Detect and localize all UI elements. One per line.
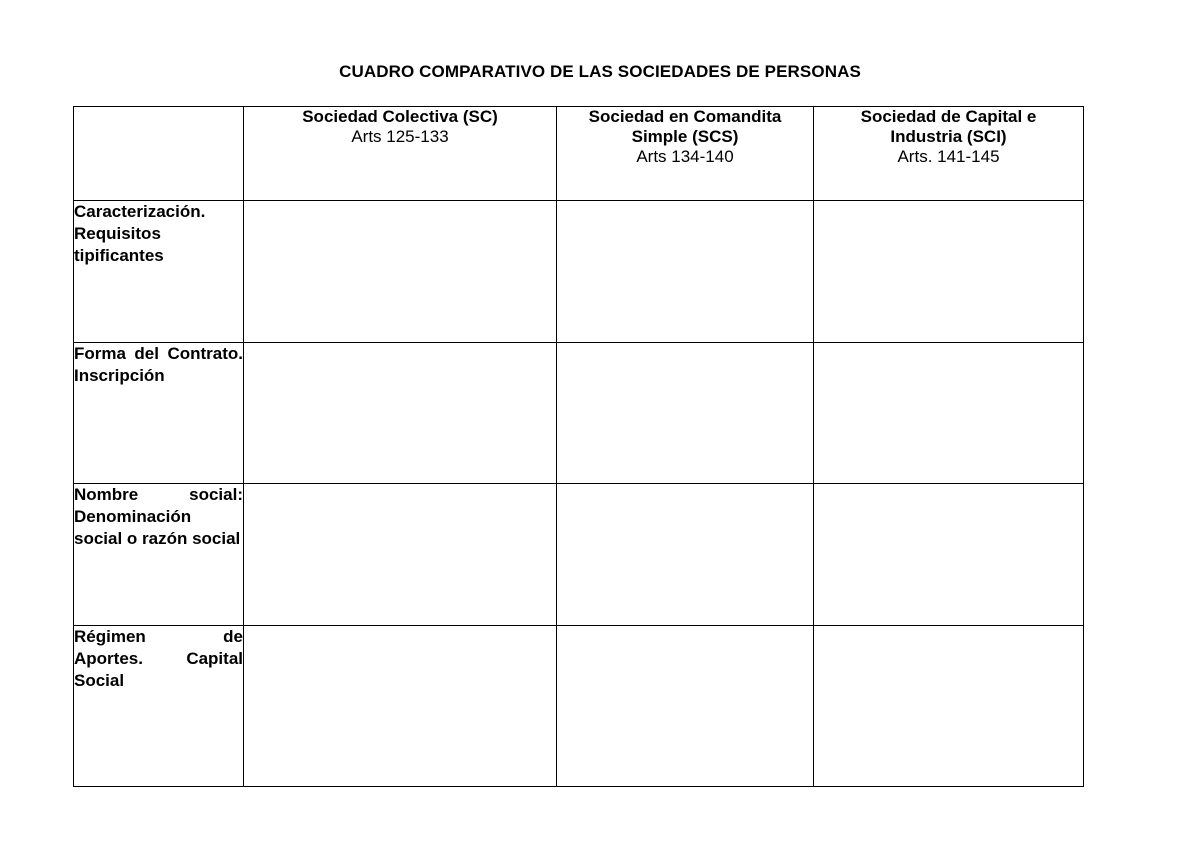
table-cell: [557, 626, 814, 787]
table-cell: [814, 343, 1084, 484]
document-title: CUADRO COMPARATIVO DE LAS SOCIEDADES DE PERSONAS: [339, 62, 861, 81]
table-cell: [557, 343, 814, 484]
column-header-name: Sociedad Colectiva (SC): [302, 107, 498, 126]
column-header-name: Sociedad en Comandita Simple (SCS): [588, 107, 782, 146]
column-header-arts: Arts 125-133: [351, 127, 449, 146]
column-header-name: Sociedad de Capital e Industria (SCI): [860, 107, 1037, 146]
table-cell: [244, 484, 557, 626]
table-row: [74, 201, 1084, 343]
table-row: [74, 626, 1084, 787]
column-header-sci: [814, 107, 1084, 201]
column-header-arts: Arts 134-140: [636, 147, 734, 166]
row-label-nombre-social: Nombre social: Denominación social o razón social: [74, 484, 244, 626]
comparison-table: [73, 106, 1084, 787]
table-cell: [814, 201, 1084, 343]
column-header-sc: [244, 107, 557, 201]
table-cell: [814, 484, 1084, 626]
table-cell: [557, 484, 814, 626]
corner-cell: [74, 107, 244, 201]
table-row: [74, 343, 1084, 484]
row-label-caracterizacion: Caracterización. Requisitos tipificantes: [74, 201, 244, 343]
table-cell: [244, 626, 557, 787]
table-row: [74, 484, 1084, 626]
table-cell: [244, 343, 557, 484]
row-label-forma-contrato: Forma del Contrato. Inscripción: [74, 343, 244, 484]
table-cell: [244, 201, 557, 343]
row-label-regimen-aportes: Régimen de Aportes. Capital Social: [74, 626, 244, 787]
column-header-arts: Arts. 141-145: [897, 147, 1000, 166]
table-header-row: [74, 107, 1084, 201]
column-header-scs: [557, 107, 814, 201]
table-cell: [557, 201, 814, 343]
table-cell: [814, 626, 1084, 787]
